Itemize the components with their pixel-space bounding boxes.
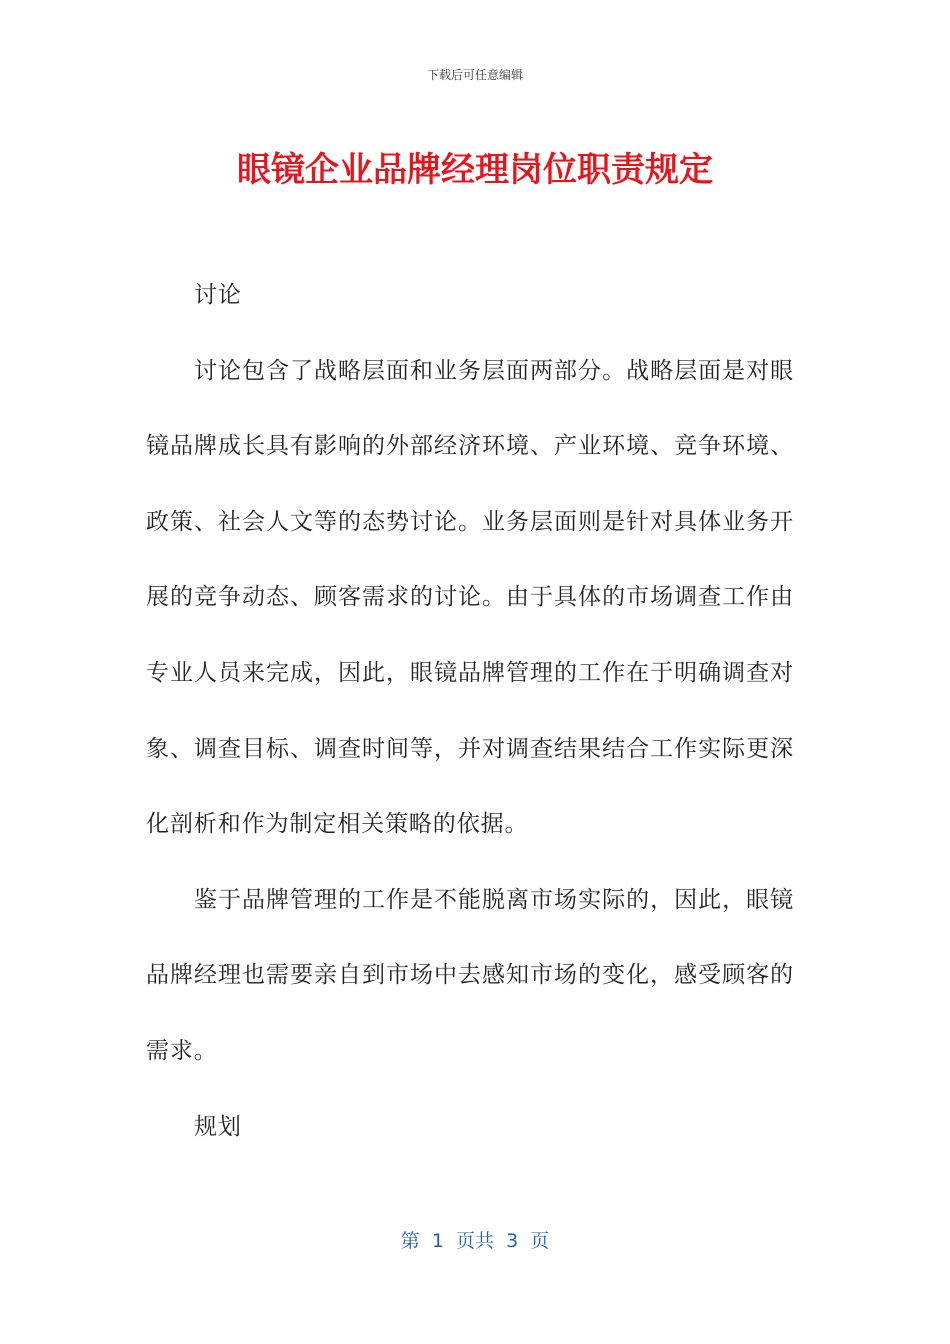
page-number-footer: 第 1 页共 3 页 xyxy=(400,1230,550,1252)
header-note: 下载后可任意编辑 xyxy=(426,68,523,82)
paragraph-heading-discussion: 讨论 xyxy=(194,282,242,308)
document-body xyxy=(146,258,794,1165)
paragraph-discussion: 讨论包含了战略层面和业务层面两部分。战略层面是对眼镜品牌成长具有影响的外部经济环境、产业环境、竞争环境、政策、社会人文等的态势讨论。业务层面则是针对具体业务开展的竞争动态、顾客需求的讨论。由于具体的市场调查工作由专业人员来完成，因此，眼镜品牌管理的工作在于明确调查对象、调查目标、调查时间等，并对调查结果结合工作实际更深化剖析和作为制定相关策略的依据。 xyxy=(146,357,794,838)
paragraph-market-awareness: 鉴于品牌管理的工作是不能脱离市场实际的，因此，眼镜品牌经理也需要亲自到市场中去感知市场的变化，感受顾客的需求。 xyxy=(146,886,794,1064)
paragraph-heading-planning: 规划 xyxy=(194,1113,242,1140)
document-title: 眼镜企业品牌经理岗位职责规定 xyxy=(237,150,713,190)
